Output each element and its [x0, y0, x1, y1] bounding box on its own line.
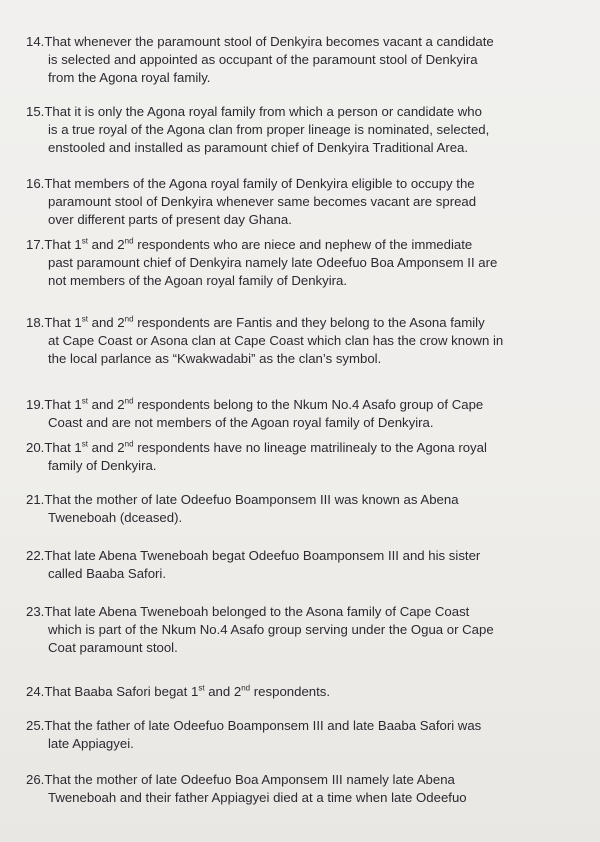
paragraph-text: late Appiagyei.	[48, 736, 134, 751]
paragraph-25	[26, 717, 538, 753]
paragraph-line	[26, 439, 538, 457]
paragraph-number: 24.	[26, 684, 45, 699]
paragraph-line	[26, 103, 538, 121]
paragraph-line	[26, 211, 538, 229]
paragraph-text: from the Agona royal family.	[48, 70, 211, 85]
paragraph-number: 23.	[26, 604, 45, 619]
paragraph-text: Coast and are not members of the Agoan royal family of Denkyira.	[48, 415, 434, 430]
paragraph-text: over different parts of present day Ghana.	[48, 212, 292, 227]
paragraph-text: not members of the Agoan royal family of Denkyira.	[48, 273, 348, 288]
paragraph-text: That 1st and 2nd respondents who are niece and nephew of the immediate	[44, 236, 473, 252]
paragraph-number: 18.	[26, 315, 45, 330]
paragraph-22	[26, 547, 538, 583]
paragraph-number: 20.	[26, 440, 45, 455]
paragraph-line	[26, 621, 538, 639]
paragraph-23	[26, 603, 538, 657]
paragraph-20	[26, 439, 538, 475]
paragraph-line	[26, 314, 538, 332]
paragraph-text: is selected and appointed as occupant of the paramount stool of Denkyira	[48, 52, 478, 67]
paragraph-text: That it is only the Agona royal family from which a person or candidate who	[44, 104, 482, 119]
paragraph-line	[26, 139, 538, 157]
paragraph-text: Coat paramount stool.	[48, 640, 178, 655]
paragraph-text: Tweneboah (dceased).	[48, 510, 183, 525]
paragraph-text: is a true royal of the Agona clan from proper lineage is nominated, selected,	[48, 122, 490, 137]
paragraph-number: 21.	[26, 492, 45, 507]
paragraph-line	[26, 69, 538, 87]
paragraph-text: That 1st and 2nd respondents have no lineage matrilinealy to the Agona royal	[44, 439, 487, 455]
paragraph-line	[26, 272, 538, 290]
paragraph-24	[26, 683, 538, 701]
paragraph-text: That the mother of late Odeefuo Boamponsem III was known as Abena	[44, 492, 459, 507]
paragraph-text: enstooled and installed as paramount chief of Denkyira Traditional Area.	[48, 140, 469, 155]
paragraph-16	[26, 175, 538, 229]
paragraph-text: called Baaba Safori.	[48, 566, 167, 581]
paragraph-text: which is part of the Nkum No.4 Asafo group serving under the Ogua or Cape	[48, 622, 494, 637]
paragraph-text: at Cape Coast or Asona clan at Cape Coast which clan has the crow known in	[48, 333, 504, 348]
paragraph-line	[26, 254, 538, 272]
paragraph-text: That 1st and 2nd respondents belong to the Nkum No.4 Asafo group of Cape	[44, 396, 484, 412]
paragraph-number: 19.	[26, 397, 45, 412]
paragraph-line	[26, 789, 538, 807]
paragraph-number: 14.	[26, 34, 45, 49]
paragraph-text: past paramount chief of Denkyira namely late Odeefuo Boa Amponsem II are	[48, 255, 498, 270]
paragraph-line	[26, 193, 538, 211]
paragraph-14	[26, 33, 538, 87]
paragraph-line	[26, 236, 538, 254]
paragraph-line	[26, 121, 538, 139]
paragraph-17	[26, 236, 538, 290]
paragraph-number: 26.	[26, 772, 45, 787]
paragraph-text: That late Abena Tweneboah belonged to the Asona family of Cape Coast	[44, 604, 470, 619]
paragraph-15	[26, 103, 538, 157]
paragraph-26	[26, 771, 538, 807]
paragraph-number: 15.	[26, 104, 45, 119]
paragraph-text: That 1st and 2nd respondents are Fantis and they belong to the Asona family	[44, 314, 485, 330]
paragraph-text: That the mother of late Odeefuo Boa Amponsem III namely late Abena	[44, 772, 455, 787]
paragraph-line	[26, 332, 538, 350]
paragraph-number: 25.	[26, 718, 45, 733]
paragraph-line	[26, 771, 538, 789]
paragraph-line	[26, 509, 538, 527]
paragraph-line	[26, 350, 538, 368]
paragraph-text: That Baaba Safori begat 1st and 2nd respondents.	[44, 683, 331, 699]
paragraph-number: 17.	[26, 237, 45, 252]
paragraph-line	[26, 683, 538, 701]
paragraph-line	[26, 547, 538, 565]
paragraph-19	[26, 396, 538, 432]
paragraph-line	[26, 51, 538, 69]
paragraph-number: 22.	[26, 548, 45, 563]
paragraph-text: the local parlance as “Kwakwadabi” as the clan’s symbol.	[48, 351, 382, 366]
paragraph-line	[26, 735, 538, 753]
paragraph-text: That the father of late Odeefuo Boamponsem III and late Baaba Safori was	[44, 718, 482, 733]
paragraph-text: That members of the Agona royal family of Denkyira eligible to occupy the	[44, 176, 475, 191]
paragraph-text: That whenever the paramount stool of Denkyira becomes vacant a candidate	[44, 34, 494, 49]
paragraph-number: 16.	[26, 176, 45, 191]
paragraph-text: family of Denkyira.	[48, 458, 157, 473]
paragraph-21	[26, 491, 538, 527]
paragraph-line	[26, 33, 538, 51]
paragraph-line	[26, 717, 538, 735]
paragraph-line	[26, 491, 538, 509]
paragraph-line	[26, 603, 538, 621]
paragraph-18	[26, 314, 538, 368]
paragraph-text: paramount stool of Denkyira whenever same becomes vacant are spread	[48, 194, 477, 209]
paragraph-line	[26, 457, 538, 475]
paragraph-line	[26, 639, 538, 657]
paragraph-text: That late Abena Tweneboah begat Odeefuo Boamponsem III and his sister	[44, 548, 481, 563]
paragraph-line	[26, 175, 538, 193]
paragraph-text: Tweneboah and their father Appiagyei died at a time when late Odeefuo	[48, 790, 467, 805]
paragraph-line	[26, 414, 538, 432]
paragraph-line	[26, 396, 538, 414]
paragraph-line	[26, 565, 538, 583]
